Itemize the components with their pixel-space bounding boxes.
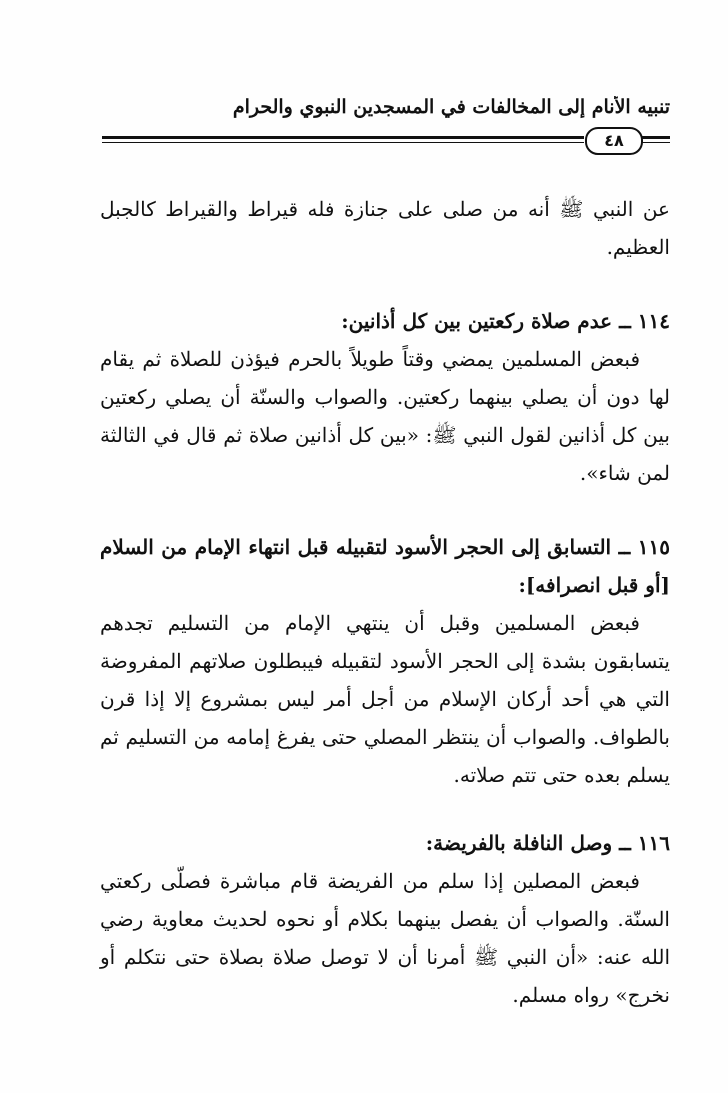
running-header-title: تنبيه الأنام إلى المخالفات في المسجدين النبوي والحرام bbox=[232, 96, 670, 118]
section-116-heading: ١١٦ ــ وصل النافلة بالفريضة: bbox=[425, 831, 670, 855]
header-rule bbox=[102, 136, 584, 139]
intro-paragraph: عن النبي ﷺ أنه من صلى على جنازة فله قيراط والقيراط كالجبل العظيم. bbox=[100, 197, 670, 259]
section-114-body: فبعض المسلمين يمضي وقتاً طويلاً بالحرم فيؤذن للصلاة ثم يقام لها دون أن يصلي بينهما ركعتين. والصواب والسنّة أن يصلي ركعتين بين كل أذانين لقول النبي ﷺ: «بين كل أذانين صلاة ثم قال في الثالثة لمن شاء». bbox=[100, 347, 670, 485]
page-number-badge: ٤٨ bbox=[585, 127, 643, 155]
section-115-body: فبعض المسلمين وقبل أن ينتهي الإمام من التسليم تجدهم يتسابقون بشدة إلى الحجر الأسود لتقبيله فيبطلون صلاتهم المفروضة التي هي أحد أركان الإسلام من أجل أمر ليس بمشروع إلا إذا قرن بالطواف. والصواب أن ينتظر المصلي حتى يفرغ إمامه من التسليم ثم يسلم بعده حتى تتم صلاته. bbox=[100, 611, 670, 787]
section-116-body: فبعض المصلين إذا سلم من الفريضة قام مباشرة فصلّى ركعتي السنّة. والصواب أن يفصل بينهما بكلام أو نحوه لحديث معاوية رضي الله عنه: «أن النبي ﷺ أمرنا أن لا توصل صلاة بصلاة حتى نتكلم أو نخرج» رواه مسلم. bbox=[100, 869, 670, 1007]
header-rule-thin bbox=[102, 142, 584, 143]
section-114-heading: ١١٤ ــ عدم صلاة ركعتين بين كل أذانين: bbox=[341, 309, 670, 333]
header-rule-right-thin bbox=[640, 142, 670, 143]
section-115-heading: ١١٥ ــ التسابق إلى الحجر الأسود لتقبيله قبل انتهاء الإمام من السلام [أو قبل انصرافه]: bbox=[100, 535, 670, 597]
page-content bbox=[100, 190, 670, 1014]
header-rule-right bbox=[640, 136, 670, 139]
